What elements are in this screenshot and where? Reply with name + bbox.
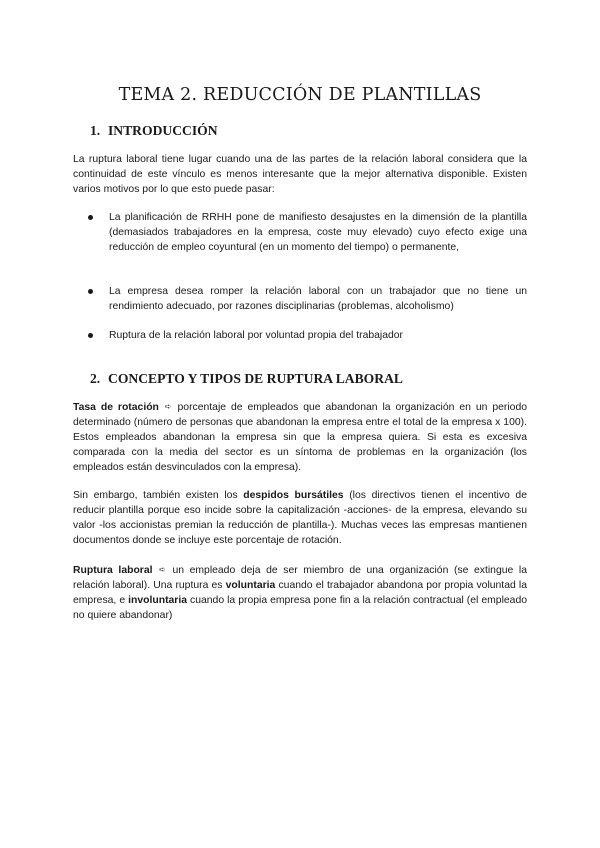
list-item: [109, 328, 527, 343]
list-item: [109, 284, 527, 314]
arrow-icon: ➪: [159, 565, 166, 574]
term-ruptura-laboral: Ruptura laboral: [73, 565, 153, 576]
despidos-text-after: (los directivos tienen el incentivo de reducir plantilla porque eso incide sobre la capitalización -acciones- de la empresa, elevando su valor -los accionistas premian la reducción de plantilla-). Muchas veces las empresas mantienen documentos donde se incluye este porcentaje de rotación.: [73, 490, 527, 546]
term-voluntaria: voluntaria: [225, 580, 276, 591]
arrow-icon: ➪: [164, 402, 172, 411]
tasa-rotacion-text: porcentaje de empleados que abandonan la organización en un periodo determinado (número de personas que abandonan la empresa entre el total de la empresa x 100). Estos empleados abandonan la empresa sin que la empresa quiera. Si esta es excesiva comparada con la media del sector es un síntoma de problemas en la organización (los empleados están desvinculados con la empresa).: [73, 402, 528, 473]
list-item-text: La empresa desea romper la relación laboral con un trabajador que no tiene un rendimiento adecuado, por razones disciplinarias (problemas, alcoholismo): [109, 286, 527, 312]
despidos-text-before: Sin embargo, también existen los: [73, 490, 244, 501]
bullet-dot-icon: [88, 289, 93, 294]
tasa-rotacion-paragraph: [73, 399, 527, 475]
despidos-paragraph: [73, 488, 527, 548]
ruptura-text-3: cuando la propia empresa pone fin a la relación contractual (el empleado no quiere abandonar): [73, 595, 527, 621]
ruptura-text-1: un empleado deja de ser miembro de una organización (se extingue la relación laboral). Una ruptura es: [73, 565, 527, 591]
section-number: 2.: [90, 371, 101, 386]
section-title: CONCEPTO Y TIPOS DE RUPTURA LABORAL: [108, 371, 403, 386]
bullet-dot-icon: [88, 215, 93, 220]
section-heading-concepto: [90, 371, 403, 387]
page-title: TEMA 2. REDUCCIÓN DE PLANTILLAS: [118, 85, 482, 105]
term-tasa-rotacion: Tasa de rotación: [73, 402, 159, 413]
bullet-dot-icon: [88, 333, 93, 338]
list-item-text: La planificación de RRHH pone de manifiesto desajustes en la dimensión de la plantilla (demasiados trabajadores en la empresa, coste muy elevado) cuyo efecto exige una reducción de empleo coyuntural (en un momento del tiempo) o permanente,: [109, 212, 527, 253]
section-heading-introduccion: [90, 123, 218, 139]
intro-paragraph: La ruptura laboral tiene lugar cuando una de las partes de la relación laboral considera que la continuidad de este vínculo es menos interesante que la mejor alternativa disponible. Existen varios motivos por lo que esto puede pasar:: [73, 154, 527, 195]
list-item-text: Ruptura de la relación laboral por voluntad propia del trabajador: [109, 330, 404, 341]
term-involuntaria: involuntaria: [128, 595, 188, 606]
ruptura-text-2: cuando el trabajador abandona por propia voluntad la empresa, e: [73, 580, 527, 606]
section-title: INTRODUCCIÓN: [108, 123, 218, 138]
term-despidos-bursatiles: despidos bursátiles: [243, 490, 344, 501]
ruptura-laboral-paragraph: [73, 562, 527, 623]
list-item: [109, 210, 527, 255]
section-number: 1.: [90, 123, 101, 138]
